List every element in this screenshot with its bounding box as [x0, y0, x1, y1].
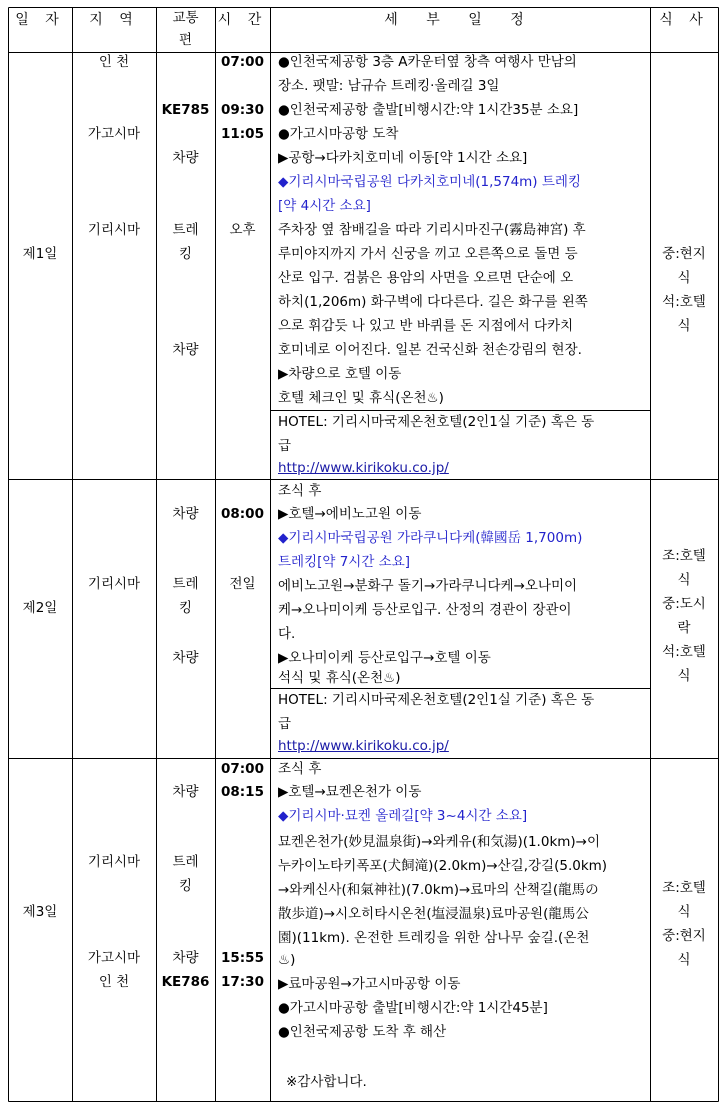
day1-transport-5: 차량 — [172, 342, 199, 358]
day3-transport-2: 트레 — [172, 854, 199, 870]
day2-transport-3: 킹 — [178, 600, 193, 616]
day1-transport-4: 킹 — [178, 246, 193, 262]
day3-line: 누카이노타키폭포(犬飼滝)(2.0km)→산길,강길(5.0km) — [278, 858, 608, 874]
day1-line: 주차장 옆 참배길을 따라 기리시마진구(霧島神宮) 후 — [278, 222, 586, 238]
day1-region-3: 기리시마 — [87, 222, 141, 238]
day2-line: ◆기리시마국립공원 가라쿠니다케(韓國岳 1,700m) — [278, 530, 583, 546]
day3-transport-3: 킹 — [178, 878, 193, 894]
day1-line: ▶공항→다카치호미네 이동[약 1시간 소요] — [278, 150, 528, 166]
day3-line: ●인천국제공항 도착 후 해산 — [278, 1024, 447, 1040]
day2-transport-1: 차량 — [172, 506, 199, 522]
day3-time-4: 17:30 — [221, 974, 264, 990]
day3-line: ▶료마공원→가고시마공항 이동 — [278, 976, 461, 992]
day1-meal: 석:호텔 — [662, 294, 706, 310]
day3-meal: 중:현지 — [662, 928, 706, 944]
day2-transport-2: 트레 — [172, 576, 199, 592]
day1-line: ●가고시마공항 도착 — [278, 126, 399, 142]
day-label-1: 제1일 — [22, 246, 58, 262]
day1-region-1: 인 천 — [98, 54, 130, 70]
day3-line: 조식 후 — [278, 761, 322, 777]
day2-meal: 락 — [677, 620, 691, 636]
day3-line: 散歩道)→시오히타시온천(塩浸温泉)료마공원(龍馬公 — [278, 906, 589, 922]
day3-line: ◆기리시마·묘켄 올레길[약 3~4시간 소요] — [278, 808, 528, 824]
day2-line: 트레킹[약 7시간 소요] — [278, 554, 411, 570]
day1-hotel: HOTEL: 기리시마국제온천호텔(2인1실 기준) 혹은 동 — [278, 414, 595, 430]
header-transport-2: 편 — [178, 32, 193, 48]
day3-line: →와케신사(和氣神社)(7.0km)→료마의 산책길(龍馬の — [278, 882, 599, 898]
day1-meal: 중:현지 — [662, 246, 706, 262]
day1-line: ●인천국제공항 출발[비행시간:약 1시간35분 소요] — [278, 102, 579, 118]
day1-line: 산로 입구. 검붉은 용암의 사면을 오르면 단순에 오 — [278, 270, 574, 286]
day1-time-1: 07:00 — [221, 54, 264, 70]
day3-transport-5: KE786 — [161, 974, 210, 990]
day3-region-2: 가고시마 — [87, 950, 141, 966]
day3-region-3: 인 천 — [98, 974, 130, 990]
day3-region-1: 기리시마 — [87, 854, 141, 870]
day-label-2: 제2일 — [22, 600, 58, 616]
header-time: 시 간 — [217, 12, 268, 28]
day3-line: ▶호텔→묘켄온천가 이동 — [278, 784, 422, 800]
day1-line: [약 4시간 소요] — [278, 198, 371, 214]
day2-line: 에비노고원→분화구 돌기→가라쿠니다케→오나미이 — [278, 578, 578, 594]
day1-line: 하치(1,206m) 화구벽에 다다른다. 길은 화구를 왼쪽 — [278, 294, 588, 310]
day3-meal: 조:호텔 — [662, 880, 706, 896]
day2-line: 조식 후 — [278, 483, 322, 499]
day1-line: 으로 휘감듯 나 있고 반 바퀴를 돈 지점에서 다카치 — [278, 318, 574, 334]
day1-line: ●인천국제공항 3층 A카운터옆 창측 여행사 만남의 — [278, 54, 577, 70]
day1-hotel: 급 — [278, 438, 292, 454]
day3-meal: 식 — [677, 952, 691, 968]
day2-meal: 식 — [677, 572, 691, 588]
day1-line: ▶차량으로 호텔 이동 — [278, 366, 402, 382]
day1-line: ◆기리시마국립공원 다카치호미네(1,574m) 트레킹 — [278, 174, 581, 190]
day3-time-1: 07:00 — [221, 761, 264, 777]
day1-transport-1: KE785 — [161, 102, 210, 118]
day2-line: 다. — [278, 626, 296, 642]
day1-transport-2: 차량 — [172, 150, 199, 166]
day2-meal: 중:도시 — [662, 596, 706, 612]
header-meal: 식 사 — [659, 12, 709, 28]
day2-line: 석식 및 휴식(온천♨) — [278, 670, 401, 686]
day1-transport-3: 트레 — [172, 222, 199, 238]
day1-line: 장소. 팻말: 남규슈 트레킹·올레길 3일 — [278, 78, 500, 94]
day2-time-1: 08:00 — [221, 506, 264, 522]
header-transport-1: 교통 — [172, 10, 199, 26]
day-label-3: 제3일 — [22, 904, 58, 920]
day2-hotel: HOTEL: 기리시마국제온천호텔(2인1실 기준) 혹은 동 — [278, 692, 595, 708]
day2-transport-4: 차량 — [172, 650, 199, 666]
day3-time-3: 15:55 — [221, 950, 264, 966]
day2-line: ▶오나미이케 등산로입구→호텔 이동 — [278, 650, 491, 666]
day1-line: 호텔 체크인 및 휴식(온천♨) — [278, 390, 444, 406]
day1-meal: 식 — [677, 270, 691, 286]
day3-line: 園)(11km). 온전한 트레킹을 위한 삼나무 숲길.(온천 — [278, 930, 590, 946]
day3-line: ♨) — [278, 952, 296, 968]
day2-line: 케→오나미이케 등산로입구. 산정의 경관이 장관이 — [278, 602, 572, 618]
day1-time-3: 11:05 — [221, 126, 264, 142]
day1-region-2: 가고시마 — [87, 126, 141, 142]
day2-meal: 식 — [677, 668, 691, 684]
day3-meal: 식 — [677, 904, 691, 920]
day2-meal: 조:호텔 — [662, 548, 706, 564]
day3-transport-4: 차량 — [172, 950, 199, 966]
day2-meal: 석:호텔 — [662, 644, 706, 660]
day3-closing-note: ※감사합니다. — [286, 1074, 367, 1090]
day2-time-2: 전일 — [229, 576, 256, 592]
day1-line: 루미야지까지 가서 신궁을 끼고 오른쪽으로 돌면 등 — [278, 246, 578, 262]
day1-meal: 식 — [677, 318, 691, 334]
day2-line: ▶호텔→에비노고원 이동 — [278, 506, 422, 522]
header-details: 세 부 일 정 — [384, 12, 536, 28]
day1-time-4: 오후 — [229, 222, 256, 238]
header-region: 지 역 — [89, 12, 139, 28]
header-day: 일 자 — [15, 12, 65, 28]
day2-region-1: 기리시마 — [87, 576, 141, 592]
day2-hotel-link[interactable]: http://www.kirikoku.co.jp/ — [278, 738, 449, 754]
day3-line: 묘켄온천가(妙見温泉街)→와케유(和気湯)(1.0km)→이 — [278, 834, 601, 850]
day3-transport-1: 차량 — [172, 784, 199, 800]
day2-hotel: 급 — [278, 716, 292, 732]
day1-hotel-link[interactable]: http://www.kirikoku.co.jp/ — [278, 460, 449, 476]
day1-time-2: 09:30 — [221, 102, 264, 118]
day1-line: 호미네로 이어진다. 일본 건국신화 천손강림의 현장. — [278, 342, 582, 358]
day3-line: ●가고시마공항 출발[비행시간:약 1시간45분] — [278, 1000, 548, 1016]
day3-time-2: 08:15 — [221, 784, 264, 800]
